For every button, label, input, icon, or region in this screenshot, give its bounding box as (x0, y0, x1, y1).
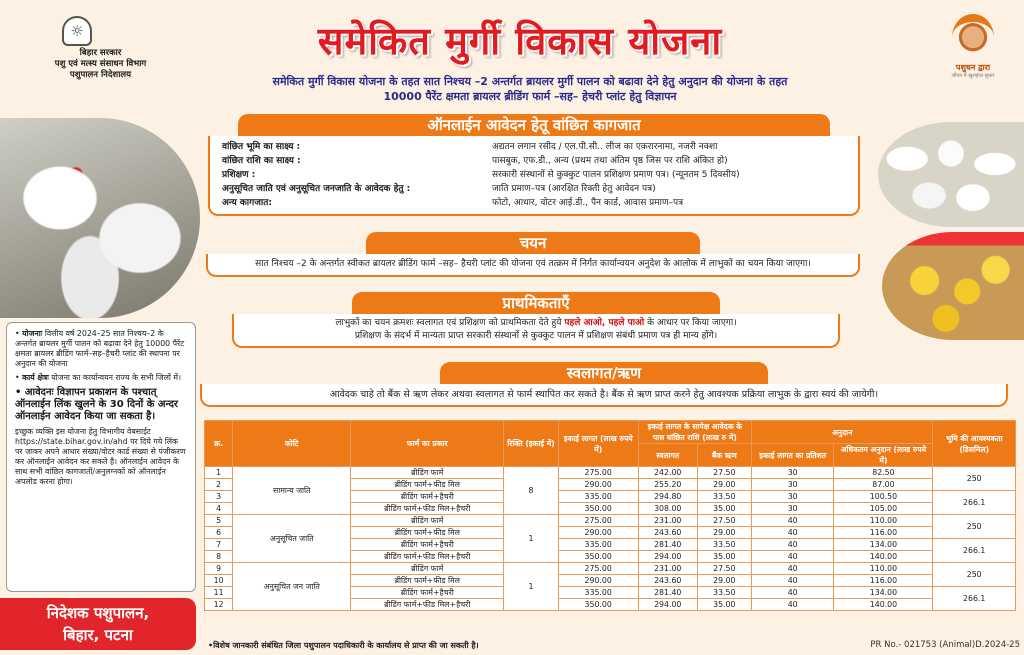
cell-subsidy-max: 140.00 (834, 599, 933, 611)
cell-land: 250 (933, 467, 1016, 491)
documents-section (208, 114, 860, 216)
cell-sn: 5 (205, 515, 233, 527)
subtitle-line-2: 10000 पैरेंट क्षमता ब्रायलर ब्रीडिंग फार्म –सह– हेचरी प्लांट हेतु विज्ञापन (383, 90, 677, 103)
cell-subsidy-max: 82.50 (834, 467, 933, 479)
cell-subsidy-pct: 30 (751, 467, 834, 479)
cell-farm-type: ब्रीडिंग फार्म+फीड मिल+हैचरी (351, 551, 504, 563)
cell-vacancy: 1 (504, 563, 558, 611)
document-row (222, 182, 848, 196)
cell-subsidy-max: 134.00 (834, 587, 933, 599)
cell-subsidy-pct: 40 (751, 515, 834, 527)
cell-bank-loan: 29.00 (697, 575, 751, 587)
apply-text: आवेदनः विज्ञापन प्रकाशन के पश्चात् ऑनलाईन लिंक खुलने के 30 दिनों के अन्दर ऑनलाईन आवेदन किया जा सकता है। (15, 387, 178, 422)
chicks-photo (882, 232, 1024, 340)
cell-unit-cost: 290.00 (558, 479, 638, 491)
cell-self-cost: 281.40 (638, 587, 697, 599)
cell-unit-cost: 290.00 (558, 527, 638, 539)
pashudhan-logo (938, 14, 1008, 79)
work-area-text: योजना का कार्यान्वयन राज्य के सभी जिलों में। (51, 373, 182, 382)
document-value: पासबुक, एफ.डी., अन्य (प्रथम तथा अंतिम पृष्ठ जिस पर राशि अंकित हो) (492, 156, 728, 166)
cell-subsidy-pct: 40 (751, 563, 834, 575)
cell-unit-cost: 350.00 (558, 551, 638, 563)
cell-farm-type: ब्रीडिंग फार्म+फीड मिल+हैचरी (351, 503, 504, 515)
cell-sn: 6 (205, 527, 233, 539)
cell-unit-cost: 275.00 (558, 563, 638, 575)
cell-farm-type: ब्रीडिंग फार्म+फीड मिल (351, 527, 504, 539)
cell-sn: 1 (205, 467, 233, 479)
dept-line: पशु एवं मत्स्य संसाधन विभाग (54, 59, 147, 69)
page-subtitle (180, 74, 880, 104)
scheme-info: • योजनाः वित्तीय वर्ष 2024–25 सात निश्चय–2 के अन्तर्गत ब्रायलर मुर्गी पालन को बढावा देने हेतु 10000 पैरेंट क्षमता ब्रायलर ब्रीडिंग फार्म–सह–हैचरी प्लांट की स्थापना पर अनुदान की योजना (15, 329, 185, 368)
cell-subsidy-pct: 40 (751, 587, 834, 599)
cell-self-cost: 243.60 (638, 575, 697, 587)
cell-self-cost: 294.00 (638, 599, 697, 611)
work-area-label: कार्य क्षेत्रः (22, 373, 49, 382)
selection-text: सात निश्चय –2 के अन्तर्गत स्वीकत ब्रायलर ब्रीडिंग फार्म –सह– हैचरी प्लांट की योजना एवं तत्क्रम में निर्गत कार्यान्वयन अनुदेश के आलोक में लाभुकों का चयन किया जाएगा। (206, 254, 860, 277)
cell-self-cost: 231.00 (638, 515, 697, 527)
cell-subsidy-max: 116.00 (834, 527, 933, 539)
cell-bank-loan: 33.50 (697, 491, 751, 503)
website-info: इच्छुक व्यक्ति इस योजना हेतु विभागीय वेबसाईट https://state.bihar.gov.in/ahd पर दिये गये लिंक पर जाकर अपने आधार संख्या/वोटर कार्ड संख्या से पंजीकरण कर ऑनलाईन आवेदन कर सकते है। ऑनलाईन आवेदन के साथ सभी वांछित कागजातों/अनुलग्नकों को ऑनलाईन अपलोड करना होगा। (15, 427, 186, 486)
cell-self-cost: 231.00 (638, 563, 697, 575)
cell-bank-loan: 33.50 (697, 587, 751, 599)
cell-unit-cost: 335.00 (558, 587, 638, 599)
table-body (205, 467, 1016, 611)
cell-farm-type: ब्रीडिंग फार्म (351, 515, 504, 527)
col-unit-cost: इकाई लागत (लाख रुपये में) (558, 421, 638, 467)
priority-title: प्राथमिकताएँ (352, 292, 720, 314)
cell-land: 266.1 (933, 587, 1016, 611)
scheme-label: योजनाः (22, 329, 43, 338)
cell-sn: 3 (205, 491, 233, 503)
cell-vacancy: 1 (504, 515, 558, 563)
cell-farm-type: ब्रीडिंग फार्म+फीड मिल+हैचरी (351, 599, 504, 611)
document-value: अद्यतन लगान रसीद / एल.पी.सी.. लीज का एकरारनामा, नजरी नक्शा (492, 142, 718, 152)
selection-title: चयन (366, 232, 700, 254)
cell-self-cost: 281.40 (638, 539, 697, 551)
cell-farm-type: ब्रीडिंग फार्म (351, 467, 504, 479)
col-farm-type: फार्म का प्रकार (351, 421, 504, 467)
cell-bank-loan: 29.00 (697, 479, 751, 491)
cell-sn: 11 (205, 587, 233, 599)
cell-subsidy-max: 116.00 (834, 575, 933, 587)
cell-land: 250 (933, 515, 1016, 539)
page-title: समेकित मुर्गी विकास योजना (317, 19, 723, 63)
director-line-2: बिहार, पटना (63, 626, 133, 644)
cell-self-cost: 242.00 (638, 467, 697, 479)
scheme-text: वित्तीय वर्ष 2024–25 सात निश्चय–2 के अन्तर्गत ब्रायलर मुर्गी पालन को बढावा देने हेतु 10000 पैरेंट क्षमता ब्रायलर ब्रीडिंग फार्म–सह–हैचरी प्लांट की स्थापना पर अनुदान की योजना (15, 329, 185, 368)
priority-text (232, 314, 840, 348)
subtitle-line-1: समेकित मुर्गी विकास योजना के तहत सात निश्चय –2 अन्तर्गत ब्रायलर मुर्गी पालन को बढावा देने हेतु अनुदान की योजना के तहत (272, 75, 788, 88)
finance-text: आवेदक चाहे तो बैंक से ऋण लेकर अथवा स्वलागत से फार्म स्थापित कर सकते है। बैंक से ऋण प्राप्त करने हेतु आवश्यक प्रक्रिया लाभुक के द्वारा स्वयं की जायेगी। (200, 384, 1008, 407)
cell-subsidy-pct: 40 (751, 599, 834, 611)
cell-bank-loan: 33.50 (697, 539, 751, 551)
col-subsidy-pct: इकाई लागत का प्रतिशत (751, 444, 834, 467)
documents-list (208, 136, 860, 216)
cell-bank-loan: 27.50 (697, 515, 751, 527)
cell-subsidy-pct: 40 (751, 539, 834, 551)
cell-subsidy-pct: 30 (751, 491, 834, 503)
cell-subsidy-pct: 40 (751, 551, 834, 563)
cell-bank-loan: 35.00 (697, 551, 751, 563)
cell-self-cost: 294.00 (638, 551, 697, 563)
director-line-1: निदेशक पशुपालन, (46, 604, 150, 622)
cell-unit-cost: 275.00 (558, 467, 638, 479)
dept-line: पशुपालन निदेशालय (69, 70, 132, 80)
col-land: भूमि की आवश्यकता (डिसमिल) (933, 421, 1016, 467)
priority-section (232, 292, 840, 348)
cell-farm-type: ब्रीडिंग फार्म+हैचरी (351, 491, 504, 503)
priority-line-1-post: के आधार पर किया जाएगा। (647, 318, 737, 328)
cell-farm-type: ब्रीडिंग फार्म+हैचरी (351, 587, 504, 599)
document-label: अन्य कागजात: (222, 198, 272, 208)
cell-sn: 7 (205, 539, 233, 551)
director-banner (0, 598, 196, 650)
cell-sn: 2 (205, 479, 233, 491)
col-category: कोटि (233, 421, 351, 467)
subsidy-table (204, 420, 1016, 611)
selection-section (206, 232, 860, 277)
cell-subsidy-max: 100.50 (834, 491, 933, 503)
document-label: वांछित भूमि का साक्ष्य : (222, 142, 301, 152)
cell-subsidy-max: 110.00 (834, 563, 933, 575)
logo-text: पशुधन द्वारा (955, 63, 991, 72)
work-area-info: • कार्य क्षेत्रः योजना का कार्यान्वयन राज्य के सभी जिलों में। (15, 373, 182, 382)
footnote: •विशेष जानकारी संबंधित जिला पशुपालन पदाधिकारी के कार्यालय से प्राप्त की जा सकती है। (208, 641, 479, 650)
cell-subsidy-pct: 30 (751, 503, 834, 515)
cell-self-cost: 294.80 (638, 491, 697, 503)
cell-self-cost: 243.60 (638, 527, 697, 539)
cell-self-cost: 255.20 (638, 479, 697, 491)
logo-subtext: जीवन में खुशहाल सुधार (951, 73, 995, 79)
cell-farm-type: ब्रीडिंग फार्म (351, 563, 504, 575)
cell-sn: 10 (205, 575, 233, 587)
cell-subsidy-pct: 40 (751, 575, 834, 587)
cell-subsidy-pct: 40 (751, 527, 834, 539)
col-self-cost: स्वलागत (638, 444, 697, 467)
cell-sn: 4 (205, 503, 233, 515)
cell-farm-type: ब्रीडिंग फार्म+फीड मिल (351, 575, 504, 587)
cell-unit-cost: 335.00 (558, 491, 638, 503)
dept-line: बिहार सरकार (79, 48, 122, 58)
cell-unit-cost: 275.00 (558, 515, 638, 527)
col-capital-group: इकाई लागत के सापेक्ष आवेदक के पास वांछित राशि (लाख रु में) (638, 421, 751, 444)
cell-self-cost: 308.00 (638, 503, 697, 515)
document-row (222, 196, 848, 210)
cell-unit-cost: 350.00 (558, 599, 638, 611)
finance-title: स्वलागत/ऋण (440, 362, 768, 384)
col-bank-loan: बैंक ऋण (697, 444, 751, 467)
cell-bank-loan: 27.50 (697, 563, 751, 575)
cell-sn: 9 (205, 563, 233, 575)
cell-farm-type: ब्रीडिंग फार्म+हैचरी (351, 539, 504, 551)
finance-section (200, 362, 1008, 407)
cell-bank-loan: 27.50 (697, 467, 751, 479)
cell-land: 250 (933, 563, 1016, 587)
cell-subsidy-pct: 30 (751, 479, 834, 491)
cell-subsidy-max: 110.00 (834, 515, 933, 527)
cell-farm-type: ब्रीडिंग फार्म+फीड मिल (351, 479, 504, 491)
document-row (222, 168, 848, 182)
document-label: वांछित राशि का साक्ष्य : (222, 156, 301, 166)
cell-sn: 8 (205, 551, 233, 563)
cell-subsidy-max: 140.00 (834, 551, 933, 563)
documents-title: ऑनलाईन आवेदन हेतू वांछित कागजात (238, 114, 830, 136)
cell-bank-loan: 35.00 (697, 599, 751, 611)
document-row (222, 140, 848, 154)
cell-subsidy-max: 105.00 (834, 503, 933, 515)
document-value: सरकारी संस्थानों से कुक्कुट पालन प्रशिक्षण प्रमाण पत्र। (न्यूनतम 5 दिवसीय) (492, 170, 740, 180)
table-row (205, 563, 1016, 575)
priority-highlight: पहले आओ, पहले पाओ (564, 318, 645, 328)
col-vacancy: रिक्ति (इकाई में) (504, 421, 558, 467)
cell-sn: 12 (205, 599, 233, 611)
cell-unit-cost: 350.00 (558, 503, 638, 515)
department-block (28, 48, 173, 81)
priority-line-2: प्रशिक्षण के संदर्भ में मान्यता प्राप्त सरकारी संस्थानों से कुक्कुट पालन में प्रशिक्षण संबंधी प्रमाण पत्र ही मान्य होंगे। (354, 331, 718, 341)
cell-land: 266.1 (933, 539, 1016, 563)
col-subsidy-max: अधिकतम अनुदान (लाख रुपये में) (834, 444, 933, 467)
pr-number: PR No.- 021753 (Animal)D.2024-25 (870, 640, 1020, 650)
cell-subsidy-max: 87.00 (834, 479, 933, 491)
cell-bank-loan: 35.00 (697, 503, 751, 515)
cell-vacancy: 8 (504, 467, 558, 515)
document-label: प्रशिक्षण : (222, 170, 256, 180)
apply-info: • आवेदनः विज्ञापन प्रकाशन के पश्चात् ऑनलाईन लिंक खुलने के 30 दिनों के अन्दर ऑनलाईन आवेदन किया जा सकता है। (15, 387, 178, 422)
cell-bank-loan: 29.00 (697, 527, 751, 539)
cell-category: अनुसूचित जन जाति (233, 563, 351, 611)
cell-category: अनुसूचित जाति (233, 515, 351, 563)
document-value: जाति प्रमाण–पत्र (आरक्षित रिक्ती हेतु आवेदन पत्र) (492, 184, 656, 194)
priority-line-1 (242, 317, 830, 330)
cell-subsidy-max: 134.00 (834, 539, 933, 551)
table-row (205, 467, 1016, 479)
document-value: फोटो, आधार, वोटर आई.डी., पैन कार्ड, आवास प्रमाण–पत्र (492, 198, 684, 208)
cell-land: 266.1 (933, 491, 1016, 515)
col-subsidy-group: अनुदान (751, 421, 933, 444)
priority-line-1-pre: लाभुकों का चयन क्रमशः स्वलागत एवं प्रशिक्षण को प्राथमिकता देते हुये (335, 318, 562, 328)
document-label: अनुसूचित जाति एवं अनुसूचित जनजाति के आवेदक हेतु : (222, 184, 411, 194)
document-row (222, 154, 848, 168)
bihar-emblem-icon: ☼ (62, 16, 92, 46)
cell-unit-cost: 290.00 (558, 575, 638, 587)
hens-photo (0, 118, 200, 318)
cell-unit-cost: 335.00 (558, 539, 638, 551)
eggs-photo (878, 122, 1024, 227)
cell-category: सामान्य जाति (233, 467, 351, 515)
farmer-face-icon (952, 14, 994, 60)
table-row (205, 515, 1016, 527)
col-sn: क्र. (205, 421, 233, 467)
scheme-info-box (6, 322, 196, 592)
